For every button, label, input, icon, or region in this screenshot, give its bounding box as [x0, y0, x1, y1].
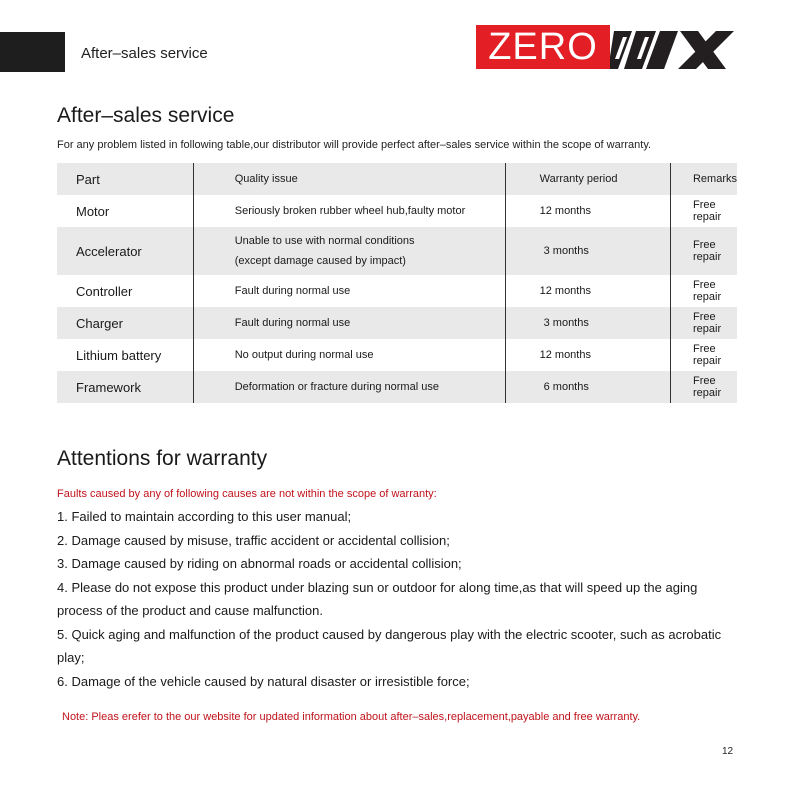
table-row: [57, 195, 737, 227]
section-title-after-sales: After–sales service: [57, 104, 235, 127]
part-cell: Lithium battery: [76, 347, 162, 363]
warranty-table: [57, 163, 737, 403]
table-row: [57, 275, 737, 307]
issue-line: (except damage caused by impact): [234, 255, 406, 267]
period-cell: 12 months: [505, 195, 670, 227]
issue-cell: No output during normal use: [193, 339, 505, 371]
period-cell: 12 months: [505, 339, 670, 371]
page-number: 12: [722, 746, 734, 757]
remarks-cell: Free repair: [670, 339, 737, 371]
period-cell: 3 months: [505, 307, 670, 339]
part-cell: Motor: [76, 203, 110, 219]
issue-cell: Fault during normal use: [193, 307, 505, 339]
remarks-cell: Free repair: [670, 371, 737, 403]
remarks-cell: Free repair: [670, 227, 737, 275]
issue-cell: Fault during normal use: [193, 275, 505, 307]
period-cell: 6 months: [505, 371, 670, 403]
table-row: [57, 371, 737, 403]
list-item: 4. Please do not expose this product under blazing sun or outdoor for along time,as that will speed up the aging process of the product and cause malfunction.: [57, 579, 698, 618]
table-row: [57, 307, 737, 339]
table-header-row: [57, 163, 737, 195]
attentions-lead: Faults caused by any of following causes are not within the scope of warranty:: [57, 488, 437, 500]
header-quality-issue: Quality issue: [193, 163, 505, 195]
period-cell: 12 months: [505, 275, 670, 307]
zero-11x-logo: [476, 25, 734, 69]
remarks-cell: Free repair: [670, 307, 737, 339]
table-row: [57, 339, 737, 371]
issue-cell: Deformation or fracture during normal use: [193, 371, 505, 403]
header-remarks: Remarks: [670, 163, 737, 195]
header-title: After–sales service: [81, 45, 208, 62]
header-part: Part: [57, 163, 193, 195]
part-cell: Charger: [57, 307, 193, 339]
table-row: [57, 227, 737, 275]
list-item: 1. Failed to maintain according to this user manual;: [57, 509, 352, 524]
part-cell: Accelerator: [57, 227, 193, 275]
part-cell: Controller: [76, 283, 133, 299]
remarks-cell: Free repair: [670, 275, 737, 307]
list-item: 6. Damage of the vehicle caused by natural disaster or irresistible force;: [57, 673, 470, 689]
list-item: 5. Quick aging and malfunction of the product caused by dangerous play with the electric scooter, such as acrobatic play;: [57, 626, 722, 665]
part-cell: Framework: [57, 371, 193, 403]
after-sales-intro: For any problem listed in following table,our distributor will provide perfect after–sales service within the scope of warranty.: [57, 139, 652, 151]
issue-line: Unable to use with normal conditions: [234, 235, 415, 247]
attentions-list: [57, 505, 737, 693]
issue-cell: Seriously broken rubber wheel hub,faulty motor: [193, 195, 505, 227]
issue-cell: [193, 227, 505, 275]
section-title-attentions: Attentions for warranty: [57, 447, 268, 470]
website-note: Note: Pleas erefer to the our website for updated information about after–sales,replacement,payable and free warranty.: [62, 711, 641, 723]
header-black-block: [0, 32, 65, 72]
list-item: 2. Damage caused by misuse, traffic accident or accidental collision;: [57, 532, 450, 548]
logo-11x-mark: [610, 25, 734, 69]
remarks-cell: Free repair: [670, 195, 737, 227]
logo-wordmark: ZERO: [476, 25, 610, 69]
period-cell: 3 months: [505, 227, 670, 275]
list-item: 3. Damage caused by riding on abnormal roads or accidental collision;: [57, 556, 462, 571]
header-warranty-period: Warranty period: [505, 163, 670, 195]
